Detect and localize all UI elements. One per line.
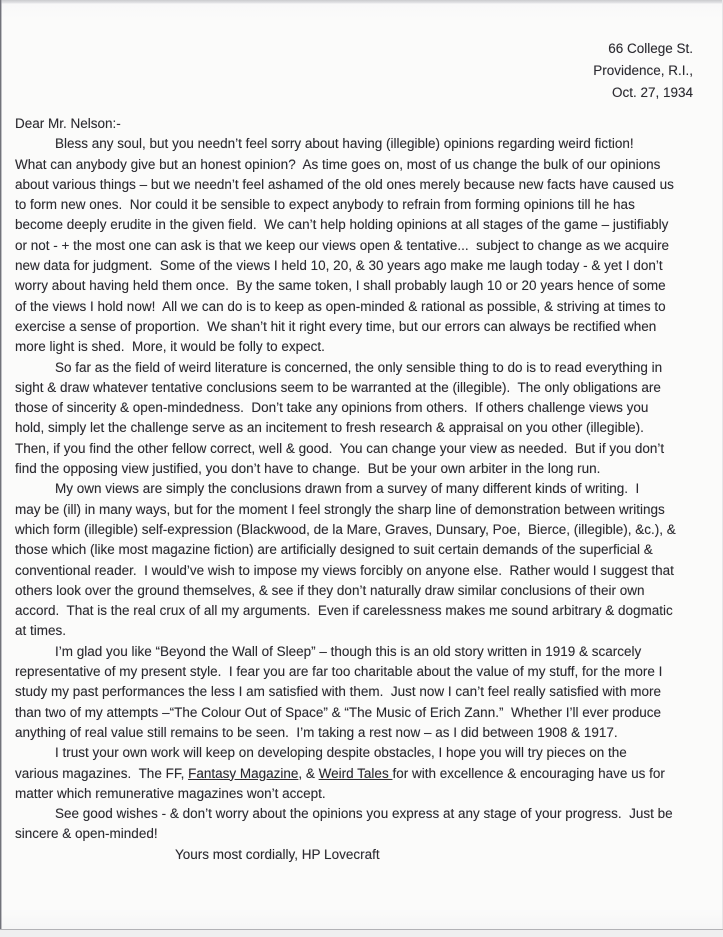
letter-line (15, 764, 715, 784)
letter-text-segment: to form new ones. Nor could it be sensible to expect anybody to refrain from forming opinions till he has (15, 197, 635, 213)
letter-line (15, 256, 715, 276)
salutation: Dear Mr. Nelson:- (15, 116, 121, 131)
letter-line (15, 540, 715, 560)
letter-text-segment: about various things – but we needn’t feel ashamed of the old ones merely because new facts have caused us (15, 176, 674, 192)
letter-line (15, 418, 715, 438)
letter-text-segment: of the views I hold now! All we can do is to keep as open-minded & rational as possible, & striving at times to (15, 298, 666, 314)
scan-edge-left (0, 0, 2, 937)
letter-line (15, 804, 715, 824)
letter-text-segment: , & (298, 765, 319, 781)
letter-text-segment: My own views are simply the conclusions drawn from a survey of many different kinds of writing. I (55, 481, 640, 497)
letter-line (15, 824, 715, 844)
address-line-city: Providence, R.I., (593, 63, 693, 78)
letter-text-segment: may be (ill) in many ways, but for the moment I feel strongly the sharp line of demonstration between writings (15, 501, 665, 517)
letter-line (15, 784, 715, 804)
letter-text-segment: hold, simply let the challenge serve as an incitement to fresh research & appraisal on you other (illegible). (15, 420, 644, 436)
letter-line (15, 479, 715, 499)
letter-line (15, 642, 715, 662)
letter-line (15, 723, 715, 743)
letter-line (15, 236, 715, 256)
letter-line (15, 134, 715, 154)
letter-text-segment: matter which remunerative magazines won’t accept. (15, 785, 326, 801)
letter-text-segment: become deeply erudite in the given field. We can’t help holding opinions at all stages of the game – justifiably (15, 217, 669, 233)
letter-text-segment: find the opposing view justified, you don’t have to change. But be your own arbiter in the long run. (15, 461, 601, 477)
letter-line (15, 743, 715, 763)
underlined-magazine-title: Weird Tales (318, 765, 393, 781)
letter-text-segment: conventional reader. I would’ve wish to impose my views forcibly on anyone else. Rather would I suggest that (15, 562, 674, 578)
letter-line (15, 358, 715, 378)
letter-text-segment: various magazines. The FF, (15, 765, 189, 781)
letter-text-segment: I trust your own work will keep on developing despite obstacles, I hope you will try pieces on the (55, 745, 627, 761)
letter-line (15, 601, 715, 621)
letter-text-segment: at times. (15, 623, 67, 639)
letter-line (15, 195, 715, 215)
letter-line (15, 175, 715, 195)
letter-text-segment: Bless any soul, but you needn’t feel sorry about having (illegible) opinions regarding weird fiction! (55, 136, 634, 152)
letter-text-segment: new data for judgment. Some of the views I held 10, 20, & 30 years ago make me laugh today - & yet I don’t (15, 258, 663, 274)
letter-text-segment: See good wishes - & don’t worry about the opinions you express at any stage of your progress. Just be (55, 806, 673, 822)
letter-text-segment: worry about having held them once. By the same token, I shall probably laugh 10 or 20 years hence of some (15, 278, 666, 294)
letter-line (15, 297, 715, 317)
letter-line (15, 439, 715, 459)
letter-line (15, 337, 715, 357)
address-line-street: 66 College St. (608, 41, 693, 56)
letter-text-segment: What can anybody give but an honest opinion? As time goes on, most of us change the bulk of our opinions (15, 156, 661, 172)
letter-line (15, 621, 715, 641)
letter-text-segment: than two of my attempts –“The Colour Out of Space” & “The Music of Erich Zann.” Whether I’ll ever produce (15, 704, 662, 720)
letter-line (15, 398, 715, 418)
signature-line: Yours most cordially, HP Lovecraft (175, 846, 380, 862)
letter-line (15, 703, 715, 723)
date-line: Oct. 27, 1934 (611, 85, 693, 100)
letter-text-segment: which form (illegible) self-expression (Blackwood, de la Mare, Graves, Dunsary, Poe, Bierce, (illegible), &c.), & (15, 521, 676, 537)
letter-line (15, 520, 715, 540)
letter-line (15, 378, 715, 398)
letter-line (15, 500, 715, 520)
letter-text-segment: or not - + the most one can ask is that we keep our views open & tentative... subject to change as we acquire (15, 237, 669, 253)
letter-line (15, 561, 715, 581)
letter-text-segment: So far as the field of weird literature is concerned, the only sensible thing to do is to read everything in (55, 359, 663, 375)
letter-line (15, 581, 715, 601)
letter-line (15, 317, 715, 337)
letter-line (15, 276, 715, 296)
letter-body (15, 114, 715, 865)
letter-text-segment: I’m glad you like “Beyond the Wall of Sleep” – though this is an old story written in 1919 & scarcely (55, 643, 642, 659)
letter-text-segment: exercise a sense of proportion. We shan’t hit it right every time, but our errors can always be rectified when (15, 318, 657, 334)
letter-text-segment: representative of my present style. I fear you are far too charitable about the value of my stuff, for the more I (15, 664, 663, 680)
letter-text-segment: others look over the ground themselves, & see if they don’t naturally draw similar conclusions of their own (15, 582, 645, 598)
letter-line (15, 215, 715, 235)
letter-text-segment: accord. That is the real crux of all my arguments. Even if carelessness makes me sound arbitrary & dogmatic (15, 603, 673, 619)
letter-line (15, 682, 715, 702)
letter-text-segment: those which (like most magazine fiction) are artificially designed to suit certain demands of the superficial & (15, 542, 653, 558)
scan-edge-top (0, 0, 723, 4)
letter-text-segment: those of sincerity & open-mindedness. Don’t take any opinions from others. If others challenge views you (15, 400, 649, 416)
underlined-magazine-title: Fantasy Magazine (188, 765, 299, 781)
letter-text-segment: anything of real value still remains to be seen. I’m taking a rest now – as I did between 1908 & 1917. (15, 724, 618, 740)
letter-text-segment: more light is shed. More, it would be folly to expect. (15, 339, 325, 355)
header-address-block (593, 38, 693, 104)
letter-line (15, 662, 715, 682)
letter-text-segment: Then, if you find the other fellow correct, well & good. You can change your view as needed. But if you don’t (15, 440, 665, 456)
letter-line (15, 155, 715, 175)
letter-line (15, 459, 715, 479)
scan-edge-bottom (0, 929, 723, 937)
letter-text-segment: for with excellence & encouraging have us for (392, 765, 665, 781)
letter-text-segment: study my past performances the less I am satisfied with them. Just now I can’t feel really satisfied with more (15, 684, 662, 700)
letter-text-segment: sincere & open-minded! (15, 826, 158, 842)
letter-text-segment: sight & draw whatever tentative conclusions seem to be warranted at the (illegible). The only obligations are (15, 379, 661, 395)
